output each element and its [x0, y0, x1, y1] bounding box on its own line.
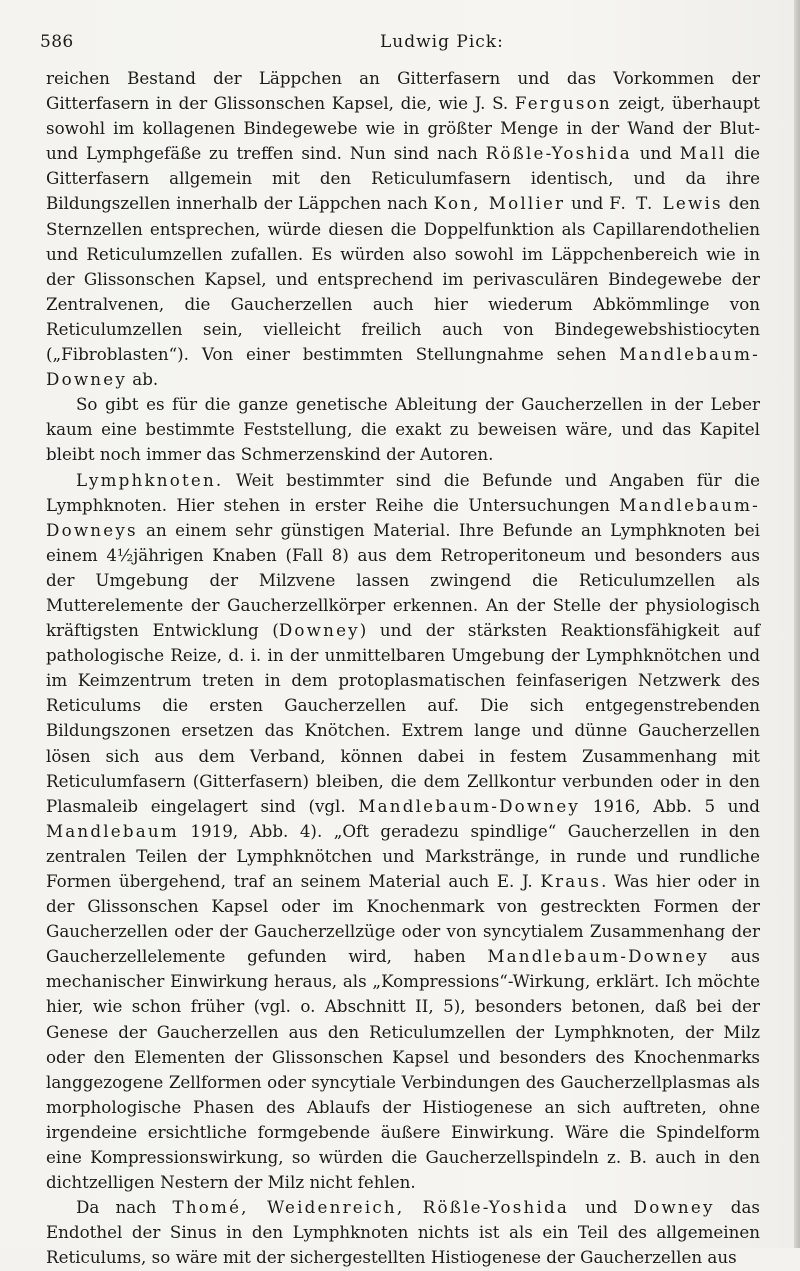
paragraph: [46, 392, 760, 467]
text-run: Da nach: [76, 1197, 173, 1218]
spaced-name: Mall: [679, 143, 727, 164]
text-run: zeigt, überhaupt sowohl im kollagenen Bindegewebe wie in größter Menge in der Wand der Blut- und Lymphgefäße zu treffen sind. Nun sind nach: [46, 93, 760, 164]
text-run: den Sternzellen entsprechen, würde diesen die Doppelfunktion als Capillarendothelien und Reticulumzellen zufallen. Es würden also sowohl im Läppchenbereich wie in der Glissonschen Kapsel, und entsprechend im perivasculären Bindegewebe der Zentralvenen, die Gaucherzellen auch hier wiederum Abkömmlinge von Reticulumzellen sein, vielleicht freilich auch von Bindegewebshistiocyten („Fibroblasten“). Von einer bestimmten Stellungnahme sehen: [46, 193, 760, 365]
text-run: ) und der stärksten Reaktionsfähigkeit auf pathologische Reize, d. i. in der unmittelbaren Umgebung der Lymphknötchen und im Keimzentrum treten in dem protoplasmatischen feinfaserigen Netzwerk des Reticulums die ersten Gaucherzellen auf. Die sich entgegenstrebenden Bildungszonen ersetzen das Knötchen. Extrem lange und dünne Gaucherzellen lösen sich aus dem Verband, können dabei in festem Zusammenhang mit Reticulumfasern (Gitterfasern) bleiben, die dem Zellkontur verbunden oder in den Plasmaleib eingelagert sind (vgl.: [46, 620, 760, 816]
paragraph: [46, 468, 760, 1196]
text-run: reichen Bestand der Läppchen an Gitterfasern und das Vorkommen der Gitterfasern in der Glissonschen Kapsel, die, wie J. S.: [46, 68, 760, 114]
page-edge-shadow: [794, 0, 800, 1248]
spaced-name: Thomé, Weidenreich, Rößle-Yoshida: [172, 1197, 570, 1218]
spaced-name: Downey: [278, 620, 360, 641]
text-run: das Endothel der Sinus in den Lymphknoten nichts ist als ein Teil des allgemeinen Reticulums, so wäre mit der sichergestellten Histiogenese der Gaucherzellen aus: [46, 1197, 760, 1268]
spaced-name: Downey: [633, 1197, 715, 1218]
text-run: und: [631, 143, 680, 164]
page-number: 586: [40, 32, 74, 52]
spaced-name: Lymphknoten.: [76, 469, 224, 490]
text-run: und: [565, 193, 610, 214]
spaced-name: Mandlebaum-Downey: [46, 344, 760, 390]
body-text: [46, 66, 760, 1271]
spaced-name: Ferguson: [514, 93, 612, 114]
spaced-name: Mandlebaum-Downeys: [46, 494, 760, 540]
spaced-name: Mandlebaum-Downey: [358, 795, 581, 816]
text-run: So gibt es für die ganze genetische Ableitung der Gaucherzellen in der Leber kaum eine bestimmte Feststellung, die exakt zu beweisen wäre, und das Kapitel bleibt noch immer das Schmerzenskind der Autoren.: [46, 394, 760, 465]
text-run: Weit bestimmter sind die Befunde und Angaben für die Lymphknoten. Hier stehen in erster Reihe die Untersuchungen: [46, 469, 760, 515]
running-head: Ludwig Pick:: [380, 32, 504, 52]
spaced-name: Kraus: [540, 871, 602, 891]
spaced-name: Mandlebaum: [46, 820, 179, 841]
page-header: [40, 32, 762, 60]
text-run: an einem sehr günstigen Material. Ihre Befunde an Lymphknoten bei einem 4½jährigen Knaben (Fall 8) aus dem Retroperitoneum und besonders aus der Umgebung der Milzvene lassen zwingend die Reticulumzellen als Mutterelemente der Gaucherzellkörper erkennen. An der Stelle der physiologisch kräftigsten Entwicklung (: [46, 519, 760, 641]
spaced-name: F. T. Lewis: [609, 193, 723, 214]
spaced-name: Rößle-Yoshida: [485, 143, 632, 164]
paragraph: [46, 1195, 760, 1270]
text-run: . Was hier oder in der Glissonschen Kapsel oder im Knochenmark von gestreckten Formen der Gaucherzellen oder der Gaucherzellzüge oder von syncytialem Zusammenhang der Gaucherzellelemente gefunden wird, haben: [46, 871, 760, 967]
text-run: die Gitterfasern allgemein mit den Reticulumfasern identisch, und da ihre Bildungszellen innerhalb der Läppchen nach: [46, 143, 761, 214]
text-run: 1919, Abb. 4). „Oft geradezu spindlige“ Gaucherzellen in den zentralen Teilen der Lymphknötchen und Markstränge, in runde und rundliche Formen übergehend, traf an seinem Material auch E. J.: [46, 820, 760, 891]
text-run: 1916, Abb. 5 und: [580, 795, 760, 816]
spaced-name: Mandlebaum-Downey: [487, 946, 710, 967]
text-run: ab.: [126, 369, 159, 390]
spaced-name: Kon, Mollier: [433, 193, 566, 214]
text-run: aus mechanischer Einwirkung heraus, als „Kompressions“-Wirkung, erklärt. Ich möchte hier, wie schon früher (vgl. o. Abschnitt II, 5), besonders betonen, daß bei der Genese der Gaucherzellen aus den Reticulumzellen der Lymphknoten, der Milz oder den Elementen der Glissonschen Kapsel und besonders des Knochenmarks langgezogene Zellformen oder syncytiale Verbindungen des Gaucherzellplasmas als morphologische Phasen des Ablaufs der Histiogenese an sich auftreten, ohne irgendeine ersichtliche formgebende äußere Einwirkung. Wäre die Spindelform eine Kompressionswirkung, so würden die Gaucherzellspindeln z. B. auch in den dichtzelligen Nestern der Milz nicht fehlen.: [46, 946, 760, 1193]
paragraph: [46, 66, 760, 392]
text-run: und: [569, 1197, 634, 1218]
